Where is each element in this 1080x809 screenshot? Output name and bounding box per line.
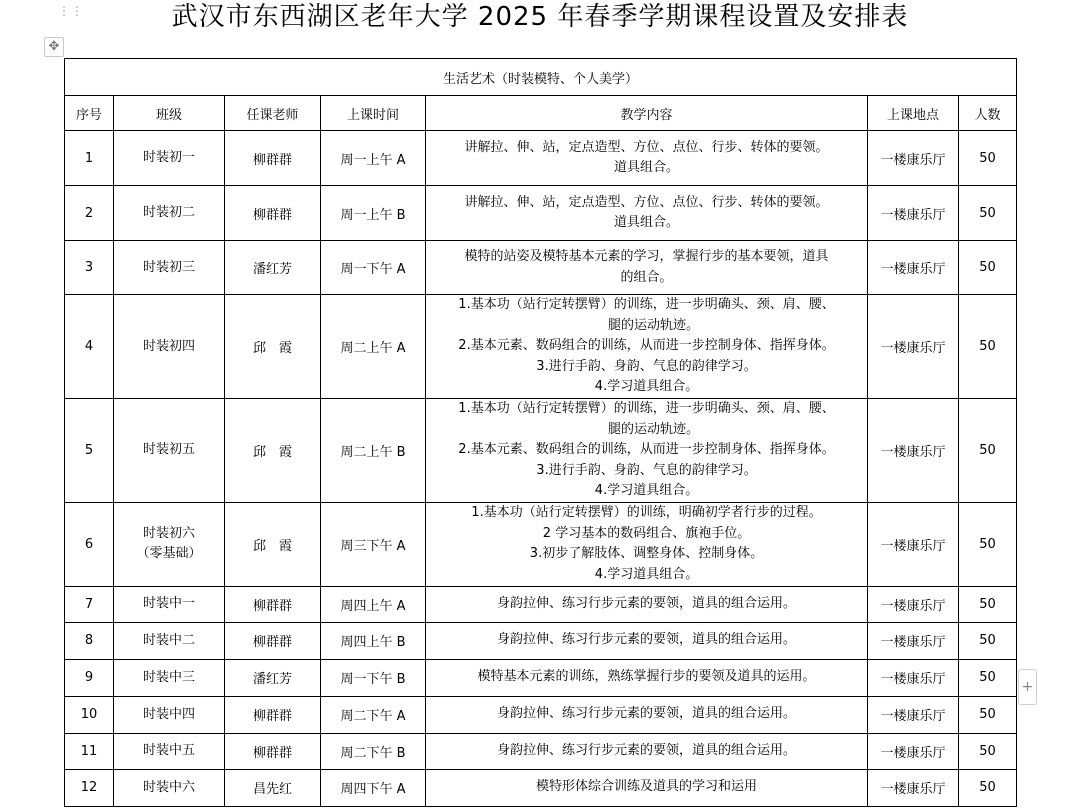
cell-teacher: 柳群群 xyxy=(225,733,321,769)
table-row xyxy=(65,241,1017,295)
cell-place: 一楼康乐厅 xyxy=(868,131,959,186)
class-name-line: 时装中五 xyxy=(142,743,195,758)
cell-teacher: 柳群群 xyxy=(225,586,321,622)
cell-class xyxy=(114,696,225,733)
header-class: 班级 xyxy=(114,96,225,131)
content-line: 模特基本元素的训练，熟练掌握行步的要领及道具的运用。 xyxy=(477,669,816,685)
cell-class xyxy=(114,586,225,622)
cell-count: 50 xyxy=(959,131,1017,186)
cell-place: 一楼康乐厅 xyxy=(868,399,959,503)
content-line: 讲解拉、伸、站，定点造型、方位、点位、行步、转体的要领。 xyxy=(464,194,829,210)
cell-time: 周一下午 A xyxy=(321,241,426,295)
cell-class xyxy=(114,241,225,295)
table-row xyxy=(65,295,1017,399)
cell-content xyxy=(426,502,868,586)
cell-no: 11 xyxy=(65,733,114,769)
cell-content xyxy=(426,586,868,622)
table-row xyxy=(65,622,1017,659)
plus-icon[interactable]: + xyxy=(1018,669,1037,705)
cell-no: 7 xyxy=(65,586,114,622)
cell-time: 周二上午 A xyxy=(321,295,426,399)
cell-no: 6 xyxy=(65,502,114,586)
cell-time: 周四下午 A xyxy=(321,769,426,806)
class-name-line: （零基础） xyxy=(136,546,202,561)
header-time: 上课时间 xyxy=(321,96,426,131)
content-line: 1.基本功（站行定转摆臂）的训练，进一步明确头、颈、肩、腰、 xyxy=(458,401,835,416)
content-line: 的组合。 xyxy=(620,269,673,285)
cell-count: 50 xyxy=(959,659,1017,696)
class-name-line: 时装中一 xyxy=(142,596,195,611)
cell-place: 一楼康乐厅 xyxy=(868,659,959,696)
header-row xyxy=(65,96,1017,131)
content-line: 模特形体综合训练及道具的学习和运用 xyxy=(535,779,757,795)
content-line: 模特的站姿及模特基本元素的学习，掌握行步的基本要领，道具 xyxy=(464,249,829,264)
content-line: 3.初步了解肢体、调整身体、控制身体。 xyxy=(529,546,764,561)
cell-teacher: 潘红芳 xyxy=(225,241,321,295)
content-line: 道具组合。 xyxy=(613,215,679,230)
content-line: 4.学习道具组合。 xyxy=(594,483,699,498)
class-name-line: 时装初五 xyxy=(142,442,195,458)
content-line: 腿的运动轨迹。 xyxy=(607,421,699,437)
cell-teacher: 邱 霞 xyxy=(225,502,321,586)
cell-class xyxy=(114,733,225,769)
cell-content xyxy=(426,186,868,241)
cell-time: 周一上午 B xyxy=(321,186,426,241)
content-line: 2 学习基本的数码组合、旗袍手位。 xyxy=(542,525,751,541)
cell-teacher: 邱 霞 xyxy=(225,399,321,503)
cell-count: 50 xyxy=(959,622,1017,659)
class-name-line: 时装中六 xyxy=(142,779,195,795)
cell-teacher: 邱 霞 xyxy=(225,295,321,399)
table-row xyxy=(65,186,1017,241)
cell-teacher: 柳群群 xyxy=(225,186,321,241)
cell-count: 50 xyxy=(959,733,1017,769)
cell-content xyxy=(426,769,868,806)
cell-no: 10 xyxy=(65,696,114,733)
cell-place: 一楼康乐厅 xyxy=(868,295,959,399)
table-row xyxy=(65,502,1017,586)
cell-content xyxy=(426,131,868,186)
cell-class xyxy=(114,295,225,399)
cell-no: 12 xyxy=(65,769,114,806)
cell-teacher: 昌先红 xyxy=(225,769,321,806)
cell-teacher: 潘红芳 xyxy=(225,659,321,696)
cell-class xyxy=(114,399,225,503)
content-line: 身韵拉伸、练习行步元素的要领，道具的组合运用。 xyxy=(496,742,796,758)
cell-count: 50 xyxy=(959,502,1017,586)
cell-class xyxy=(114,502,225,586)
cell-content xyxy=(426,696,868,733)
cell-place: 一楼康乐厅 xyxy=(868,622,959,659)
cell-content xyxy=(426,241,868,295)
cell-time: 周三下午 A xyxy=(321,502,426,586)
cell-class xyxy=(114,769,225,806)
cell-place: 一楼康乐厅 xyxy=(868,241,959,295)
section-row xyxy=(65,59,1017,96)
move-cross-icon[interactable]: ✥ xyxy=(44,37,64,57)
cell-no: 4 xyxy=(65,295,114,399)
course-schedule-table xyxy=(64,58,1017,807)
cell-time: 周四上午 B xyxy=(321,622,426,659)
header-count: 人数 xyxy=(959,96,1017,131)
cell-count: 50 xyxy=(959,586,1017,622)
content-line: 4.学习道具组合。 xyxy=(594,566,699,582)
table-row xyxy=(65,131,1017,186)
content-line: 3.进行手韵、身韵、气息的韵律学习。 xyxy=(536,462,757,478)
cell-content xyxy=(426,399,868,503)
cell-time: 周二下午 B xyxy=(321,733,426,769)
header-teacher: 任课老师 xyxy=(225,96,321,131)
header-content: 教学内容 xyxy=(426,96,868,131)
cell-time: 周一上午 A xyxy=(321,131,426,186)
cell-time: 周四上午 A xyxy=(321,586,426,622)
cell-count: 50 xyxy=(959,295,1017,399)
table-row xyxy=(65,659,1017,696)
cell-no: 1 xyxy=(65,131,114,186)
cell-class xyxy=(114,186,225,241)
cell-teacher: 柳群群 xyxy=(225,131,321,186)
table-row xyxy=(65,696,1017,733)
cell-place: 一楼康乐厅 xyxy=(868,769,959,806)
cell-class xyxy=(114,659,225,696)
cell-no: 2 xyxy=(65,186,114,241)
content-line: 腿的运动轨迹。 xyxy=(607,317,699,333)
class-name-line: 时装初二 xyxy=(142,205,195,220)
table-body xyxy=(65,131,1017,807)
cell-content xyxy=(426,295,868,399)
drag-dots-icon[interactable]: ⋮⋮ xyxy=(58,4,84,18)
table-row xyxy=(65,586,1017,622)
cell-count: 50 xyxy=(959,696,1017,733)
cell-no: 9 xyxy=(65,659,114,696)
cell-count: 50 xyxy=(959,186,1017,241)
cell-count: 50 xyxy=(959,769,1017,806)
section-title: 生活艺术（时装模特、个人美学） xyxy=(65,59,1017,96)
cell-time: 周一下午 B xyxy=(321,659,426,696)
cell-content xyxy=(426,733,868,769)
cell-teacher: 柳群群 xyxy=(225,622,321,659)
content-line: 道具组合。 xyxy=(613,160,679,175)
content-line: 4.学习道具组合。 xyxy=(594,379,699,395)
content-line: 2.基本元素、数码组合的训练，从而进一步控制身体、指挥身体。 xyxy=(458,338,835,354)
cell-place: 一楼康乐厅 xyxy=(868,186,959,241)
class-name-line: 时装中三 xyxy=(142,669,195,685)
page-title: 武汉市东西湖区老年大学 2025 年春季学期课程设置及安排表 xyxy=(171,2,909,32)
table-row xyxy=(65,769,1017,806)
cell-place: 一楼康乐厅 xyxy=(868,586,959,622)
table-row xyxy=(65,399,1017,503)
cell-place: 一楼康乐厅 xyxy=(868,502,959,586)
cell-count: 50 xyxy=(959,399,1017,503)
cell-class xyxy=(114,131,225,186)
header-place: 上课地点 xyxy=(868,96,959,131)
cell-time: 周二下午 A xyxy=(321,696,426,733)
content-line: 讲解拉、伸、站，定点造型、方位、点位、行步、转体的要领。 xyxy=(464,139,829,155)
cell-class xyxy=(114,622,225,659)
content-line: 身韵拉伸、练习行步元素的要领，道具的组合运用。 xyxy=(496,595,796,611)
content-line: 身韵拉伸、练习行步元素的要领，道具的组合运用。 xyxy=(496,706,796,722)
cell-time: 周二上午 B xyxy=(321,399,426,503)
class-name-line: 时装初一 xyxy=(142,150,195,165)
cell-place: 一楼康乐厅 xyxy=(868,733,959,769)
cell-no: 3 xyxy=(65,241,114,295)
cell-no: 5 xyxy=(65,399,114,503)
class-name-line: 时装初三 xyxy=(142,259,195,275)
table-row xyxy=(65,733,1017,769)
cell-no: 8 xyxy=(65,622,114,659)
header-no: 序号 xyxy=(65,96,114,131)
cell-count: 50 xyxy=(959,241,1017,295)
content-line: 3.进行手韵、身韵、气息的韵律学习。 xyxy=(536,358,757,374)
content-line: 1.基本功（站行定转摆臂）的训练，进一步明确头、颈、肩、腰、 xyxy=(458,297,835,313)
content-line: 1.基本功（站行定转摆臂）的训练，明确初学者行步的过程。 xyxy=(471,505,822,520)
class-name-line: 时装初四 xyxy=(142,338,195,354)
content-line: 身韵拉伸、练习行步元素的要领，道具的组合运用。 xyxy=(496,632,796,648)
content-line: 2.基本元素、数码组合的训练，从而进一步控制身体、指挥身体。 xyxy=(458,442,835,457)
class-name-line: 时装初六 xyxy=(142,526,195,541)
class-name-line: 时装中四 xyxy=(142,706,195,722)
cell-teacher: 柳群群 xyxy=(225,696,321,733)
cell-content xyxy=(426,622,868,659)
class-name-line: 时装中二 xyxy=(142,632,195,648)
cell-place: 一楼康乐厅 xyxy=(868,696,959,733)
cell-content xyxy=(426,659,868,696)
